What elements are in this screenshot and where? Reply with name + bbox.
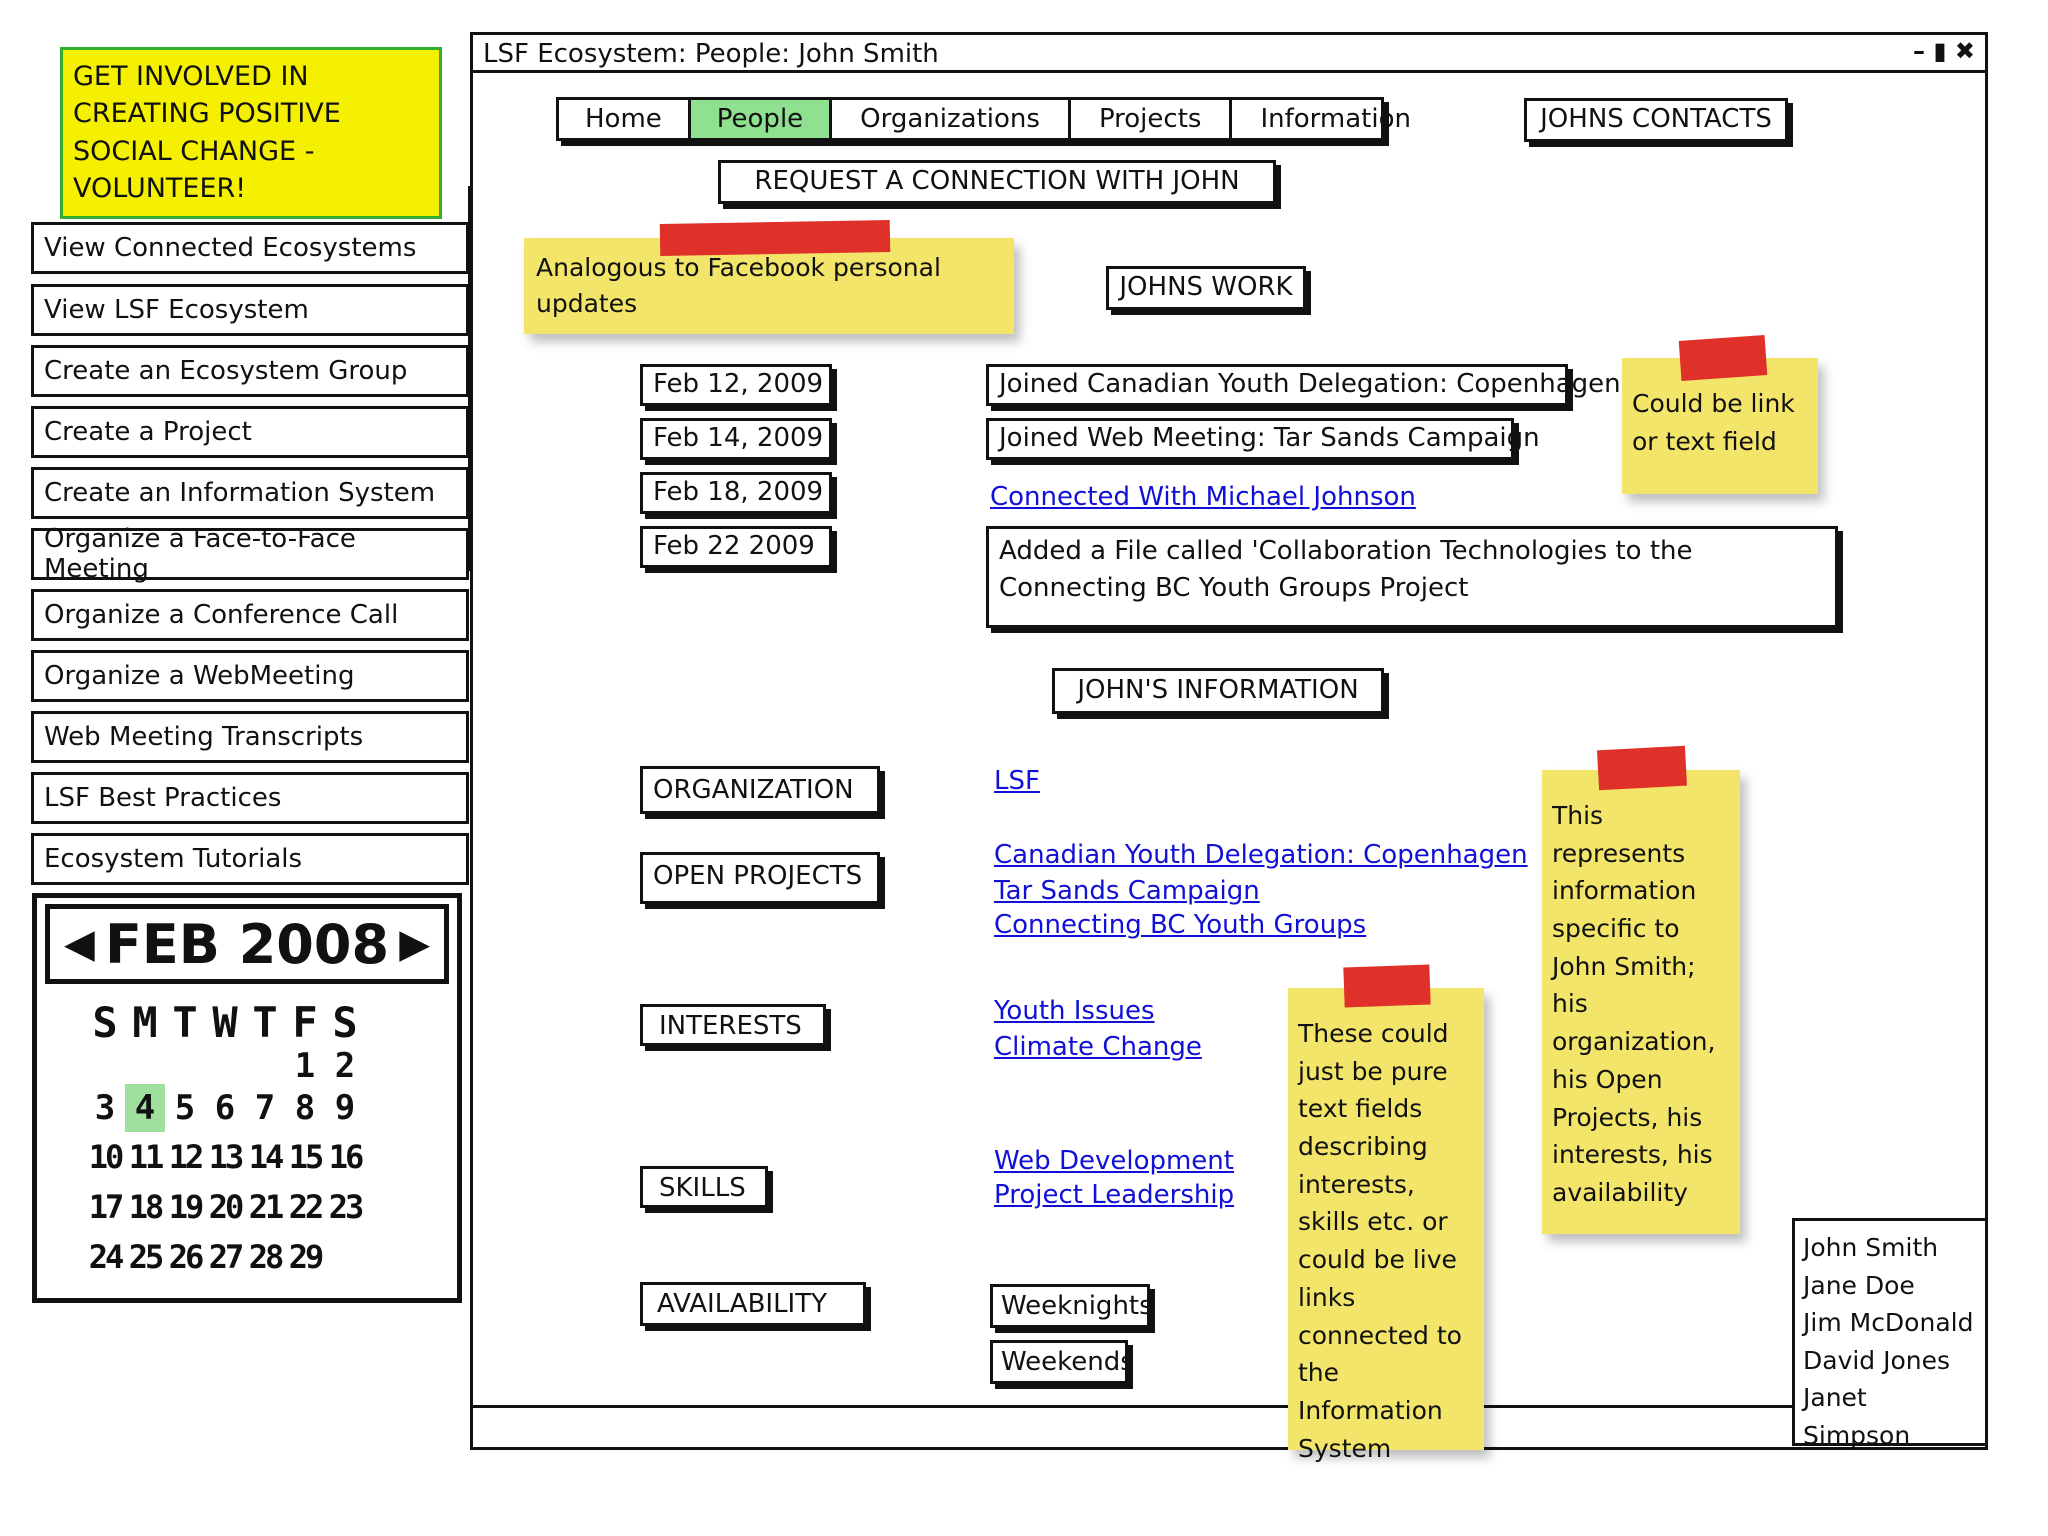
sidebar-item-conference-call[interactable]: Organize a Conference Call: [31, 589, 469, 641]
calendar-day[interactable]: 27: [208, 1238, 242, 1276]
contact-item[interactable]: Jim McDonald: [1803, 1308, 1974, 1337]
contact-item[interactable]: John Smith: [1803, 1233, 1939, 1262]
label-skills: SKILLS: [640, 1166, 768, 1208]
tape-decoration: [660, 220, 891, 256]
skill-link[interactable]: Web Development: [994, 1146, 1234, 1176]
sidebar-item-view-connected-ecosystems[interactable]: View Connected Ecosystems: [31, 222, 469, 274]
calendar-day[interactable]: 28: [248, 1238, 282, 1276]
contact-item[interactable]: David Jones: [1803, 1345, 1951, 1375]
sidebar-item-view-lsf-ecosystem[interactable]: View LSF Ecosystem: [31, 284, 469, 336]
volunteer-banner[interactable]: [60, 47, 442, 219]
sidebar-item-ecosystem-tutorials[interactable]: Ecosystem Tutorials: [31, 833, 469, 885]
calendar-grid: [85, 998, 405, 1282]
close-icon[interactable]: ✖: [1954, 37, 1975, 65]
contact-item[interactable]: Janet Simpson: [1803, 1383, 1911, 1450]
tab-projects[interactable]: Projects: [1071, 100, 1233, 138]
tape-decoration: [1679, 335, 1768, 381]
calendar-month: FEB 2008: [104, 912, 390, 976]
calendar-day[interactable]: 5: [174, 1088, 196, 1128]
calendar-day[interactable]: 2: [334, 1046, 356, 1086]
calendar: [32, 893, 462, 1303]
work-date-1: Feb 12, 2009: [640, 364, 832, 406]
work-entry-2[interactable]: Joined Web Meeting: Tar Sands Campaign: [986, 418, 1514, 460]
label-interests: INTERESTS: [640, 1004, 826, 1046]
calendar-day[interactable]: 29: [288, 1238, 322, 1276]
calendar-day[interactable]: 9: [334, 1088, 356, 1128]
work-entry-1[interactable]: Joined Canadian Youth Delegation: Copenhagen: [986, 364, 1568, 406]
label-availability: AVAILABILITY: [640, 1282, 866, 1326]
organization-link[interactable]: LSF: [994, 766, 1040, 796]
tab-home[interactable]: Home: [559, 100, 691, 138]
calendar-day[interactable]: 1: [294, 1046, 316, 1086]
label-organization: ORGANIZATION: [640, 766, 880, 814]
calendar-day[interactable]: 15: [288, 1138, 322, 1176]
window-title: LSF Ecosystem: People: John Smith: [483, 39, 939, 69]
tape-decoration: [1343, 965, 1430, 1008]
calendar-day[interactable]: 11: [128, 1138, 162, 1176]
calendar-header: [45, 904, 449, 984]
note-pure-text: These could just be pure text fields describing interests, skills etc. or could be live links connected to the Information System: [1288, 988, 1484, 1450]
work-entry-3-link[interactable]: Connected With Michael Johnson: [990, 482, 1416, 512]
calendar-day[interactable]: 6: [214, 1088, 236, 1128]
skill-link[interactable]: Project Leadership: [994, 1180, 1235, 1210]
calendar-prev-icon[interactable]: ◀: [64, 921, 95, 967]
calendar-day[interactable]: 19: [168, 1188, 202, 1226]
calendar-week: [85, 1084, 405, 1132]
calendar-day[interactable]: 14: [248, 1138, 282, 1176]
work-date-4: Feb 22 2009: [640, 526, 832, 568]
calendar-day[interactable]: 8: [294, 1088, 316, 1128]
sidebar-item-create-project[interactable]: Create a Project: [31, 406, 469, 458]
calendar-week: [85, 1048, 405, 1084]
calendar-week: [85, 1132, 405, 1182]
interest-link[interactable]: Youth Issues: [994, 996, 1155, 1026]
calendar-day[interactable]: 10: [88, 1138, 122, 1176]
main-nav: [556, 97, 1411, 141]
sidebar-item-web-meeting-transcripts[interactable]: Web Meeting Transcripts: [31, 711, 469, 763]
calendar-day[interactable]: 18: [128, 1188, 162, 1226]
sidebar-item-lsf-best-practices[interactable]: LSF Best Practices: [31, 772, 469, 824]
note-facebook-updates: Analogous to Facebook personal updates: [524, 238, 1014, 334]
availability-weekends[interactable]: Weekends: [990, 1340, 1128, 1384]
sidebar-item-face-to-face-meeting[interactable]: Organize a Face-to-Face Meeting: [31, 528, 469, 580]
work-entry-4[interactable]: Added a File called 'Collaboration Technologies to the Connecting BC Youth Groups Project: [986, 526, 1838, 628]
sidebar-item-webmeeting[interactable]: Organize a WebMeeting: [31, 650, 469, 702]
project-link[interactable]: Connecting BC Youth Groups: [994, 910, 1367, 940]
calendar-week: [85, 1232, 405, 1282]
calendar-day[interactable]: 13: [208, 1138, 242, 1176]
minimize-icon[interactable]: –: [1912, 37, 1925, 65]
contact-item[interactable]: Jane Doe: [1803, 1270, 1915, 1300]
sidebar-item-create-ecosystem-group[interactable]: Create an Ecosystem Group: [31, 345, 469, 397]
calendar-next-icon[interactable]: ▶: [399, 921, 430, 967]
work-date-3: Feb 18, 2009: [640, 472, 832, 514]
contacts-list: [1792, 1218, 1988, 1450]
window-titlebar: [473, 35, 1985, 73]
note-info-specific: This represents information specific to John Smith; his organization, his Open Projects, his interests, his availability: [1542, 770, 1740, 1234]
work-date-2: Feb 14, 2009: [640, 418, 832, 460]
availability-weeknights[interactable]: Weeknights: [990, 1284, 1150, 1328]
calendar-day[interactable]: 23: [328, 1188, 362, 1226]
calendar-day[interactable]: 22: [288, 1188, 322, 1226]
calendar-day[interactable]: 7: [254, 1088, 276, 1128]
interest-link[interactable]: Climate Change: [994, 1032, 1202, 1062]
calendar-day[interactable]: 26: [168, 1238, 202, 1276]
volunteer-banner-text: GET INVOLVED IN CREATING POSITIVE SOCIAL CHANGE - VOLUNTEER!: [73, 61, 341, 204]
calendar-day[interactable]: 21: [248, 1188, 282, 1226]
johns-information-heading: JOHN'S INFORMATION: [1052, 668, 1384, 714]
tab-people[interactable]: People: [691, 100, 832, 138]
calendar-day[interactable]: 3: [94, 1088, 116, 1128]
label-open-projects: OPEN PROJECTS: [640, 852, 880, 904]
calendar-day[interactable]: 12: [168, 1138, 202, 1176]
window-status-bar: [473, 1405, 1985, 1408]
project-link[interactable]: Tar Sands Campaign: [994, 876, 1260, 906]
calendar-weekdays: S M T W T F S: [92, 998, 358, 1047]
tab-organizations[interactable]: Organizations: [832, 100, 1071, 138]
note-link-or-text: Could be link or text field: [1622, 358, 1818, 494]
johns-work-heading: JOHNS WORK: [1106, 266, 1306, 310]
calendar-day[interactable]: 25: [128, 1238, 162, 1276]
sidebar-item-create-information-system[interactable]: Create an Information System: [31, 467, 469, 519]
calendar-day[interactable]: 24: [88, 1238, 122, 1276]
request-connection-button[interactable]: REQUEST A CONNECTION WITH JOHN: [718, 160, 1276, 204]
calendar-day[interactable]: 20: [208, 1188, 242, 1226]
calendar-day[interactable]: 17: [88, 1188, 122, 1226]
calendar-week: [85, 1182, 405, 1232]
calendar-day-selected[interactable]: 4: [125, 1084, 165, 1132]
window-controls: [1913, 37, 1975, 65]
calendar-day[interactable]: 16: [328, 1138, 362, 1176]
johns-contacts-button[interactable]: JOHNS CONTACTS: [1524, 98, 1788, 142]
tape-decoration: [1597, 746, 1687, 791]
maximize-icon[interactable]: ▮: [1933, 37, 1947, 65]
project-link[interactable]: Canadian Youth Delegation: Copenhagen: [994, 840, 1528, 870]
tab-information[interactable]: Information: [1260, 104, 1411, 134]
